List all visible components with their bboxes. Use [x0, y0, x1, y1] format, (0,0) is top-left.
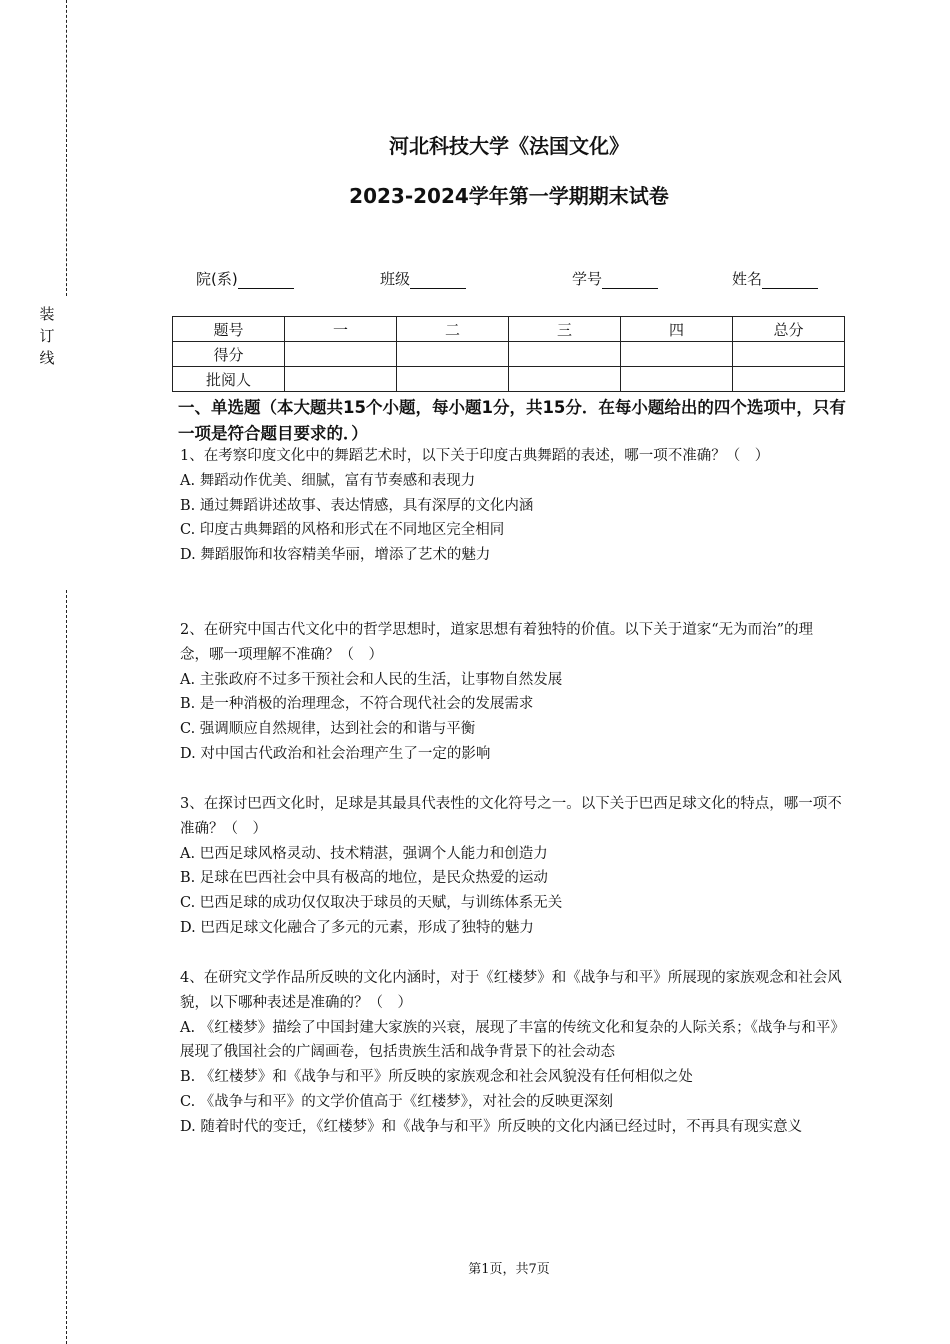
score-table [172, 316, 845, 392]
score-cell[interactable] [397, 342, 509, 367]
reviewer-cell[interactable] [509, 367, 621, 392]
question-stem: 2、在研究中国古代文化中的哲学思想时，道家思想有着独特的价值。以下关于道家“无为而治”的理念，哪一项理解不准确？（ ） [180, 622, 814, 663]
student-id-blank[interactable] [602, 272, 658, 289]
option-b[interactable]: B. 《红楼梦》和《战争与和平》所反映的家族观念和社会风貌没有任何相似之处 [180, 1069, 693, 1086]
option-c[interactable]: C. 印度古典舞蹈的风格和形式在不同地区完全相同 [180, 522, 505, 539]
page-footer: 第1页，共7页 [468, 1262, 550, 1277]
question-stem: 3、在探讨巴西文化时，足球是其最具代表性的文化符号之一。以下关于巴西足球文化的特点，哪一项不准确？（ ） [180, 796, 842, 837]
option-a[interactable]: A. 舞蹈动作优美、细腻，富有节奏感和表现力 [180, 472, 476, 489]
section-heading: 一、单选题（本大题共15个小题，每小题1分，共15分．在每小题给出的四个选项中，只有一项是符合题目要求的．） [178, 398, 846, 443]
info-class [380, 268, 466, 289]
exam-subtitle: 2023-2024学年第一学期期末试卷 [349, 184, 669, 208]
department-blank[interactable] [238, 272, 294, 289]
binding-label: 装订线 [39, 305, 55, 367]
header-cell: 题号 [173, 317, 285, 342]
question-1 [180, 444, 842, 568]
option-c[interactable]: C. 强调顺应自然规律，达到社会的和谐与平衡 [180, 721, 476, 738]
option-b[interactable]: B. 是一种消极的治理理念，不符合现代社会的发展需求 [180, 696, 534, 713]
header-cell: 一 [285, 317, 397, 342]
header-cell: 总分 [733, 317, 845, 342]
reviewer-cell[interactable] [621, 367, 733, 392]
option-a[interactable]: A. 巴西足球风格灵动、技术精湛，强调个人能力和创造力 [180, 845, 548, 862]
option-c[interactable]: C. 巴西足球的成功仅仅取决于球员的天赋，与训练体系无关 [180, 895, 563, 912]
option-a[interactable]: A. 《红楼梦》描绘了中国封建大家族的兴衰，展现了丰富的传统文化和复杂的人际关系；《战争与和平》展现了俄国社会的广阔画卷，包括贵族生活和战争背景下的社会动态 [180, 1019, 838, 1061]
class-blank[interactable] [410, 272, 466, 289]
header-cell: 二 [397, 317, 509, 342]
header-cell: 四 [621, 317, 733, 342]
question-3 [180, 792, 842, 941]
row-label: 得分 [173, 342, 285, 367]
reviewer-cell[interactable] [397, 367, 509, 392]
score-table-header-row [173, 317, 845, 342]
score-cell[interactable] [733, 342, 845, 367]
name-blank[interactable] [762, 272, 818, 289]
header-cell: 三 [509, 317, 621, 342]
question-2 [180, 618, 842, 767]
question-4 [180, 966, 842, 1140]
option-d[interactable]: D. 舞蹈服饰和妆容精美华丽，增添了艺术的魅力 [180, 547, 491, 564]
score-cell[interactable] [285, 342, 397, 367]
info-name [732, 268, 818, 289]
question-stem: 1、在考察印度文化中的舞蹈艺术时，以下关于印度古典舞蹈的表述，哪一项不准确？（ ） [180, 448, 770, 464]
row-label: 批阅人 [173, 367, 285, 392]
option-d[interactable]: D. 随着时代的变迁，《红楼梦》和《战争与和平》所反映的文化内涵已经过时，不再具有现实意义 [180, 1118, 803, 1135]
info-class-label: 班级 [380, 270, 411, 288]
reviewer-cell[interactable] [733, 367, 845, 392]
info-student-id-label: 学号 [572, 270, 603, 288]
info-department [196, 268, 294, 289]
info-name-label: 姓名 [732, 270, 763, 288]
score-cell[interactable] [621, 342, 733, 367]
option-b[interactable]: B. 通过舞蹈讲述故事、表达情感，具有深厚的文化内涵 [180, 497, 534, 514]
question-stem: 4、在研究文学作品所反映的文化内涵时，对于《红楼梦》和《战争与和平》所展现的家族观念和社会风貌，以下哪种表述是准确的？（ ） [180, 970, 842, 1011]
info-student-id [572, 268, 658, 289]
score-row [173, 342, 845, 367]
binding-dashed-line-bottom [66, 590, 67, 1344]
reviewer-cell[interactable] [285, 367, 397, 392]
option-d[interactable]: D. 巴西足球文化融合了多元的元素，形成了独特的魅力 [180, 919, 534, 936]
score-cell[interactable] [509, 342, 621, 367]
option-a[interactable]: A. 主张政府不过多干预社会和人民的生活，让事物自然发展 [180, 671, 563, 688]
option-d[interactable]: D. 对中国古代政治和社会治理产生了一定的影响 [180, 745, 491, 762]
info-department-label: 院(系) [196, 270, 238, 288]
option-c[interactable]: C. 《战争与和平》的文学价值高于《红楼梦》，对社会的反映更深刻 [180, 1093, 614, 1110]
exam-title: 河北科技大学《法国文化》 [389, 134, 629, 158]
option-b[interactable]: B. 足球在巴西社会中具有极高的地位，是民众热爱的运动 [180, 870, 548, 887]
reviewer-row [173, 367, 845, 392]
